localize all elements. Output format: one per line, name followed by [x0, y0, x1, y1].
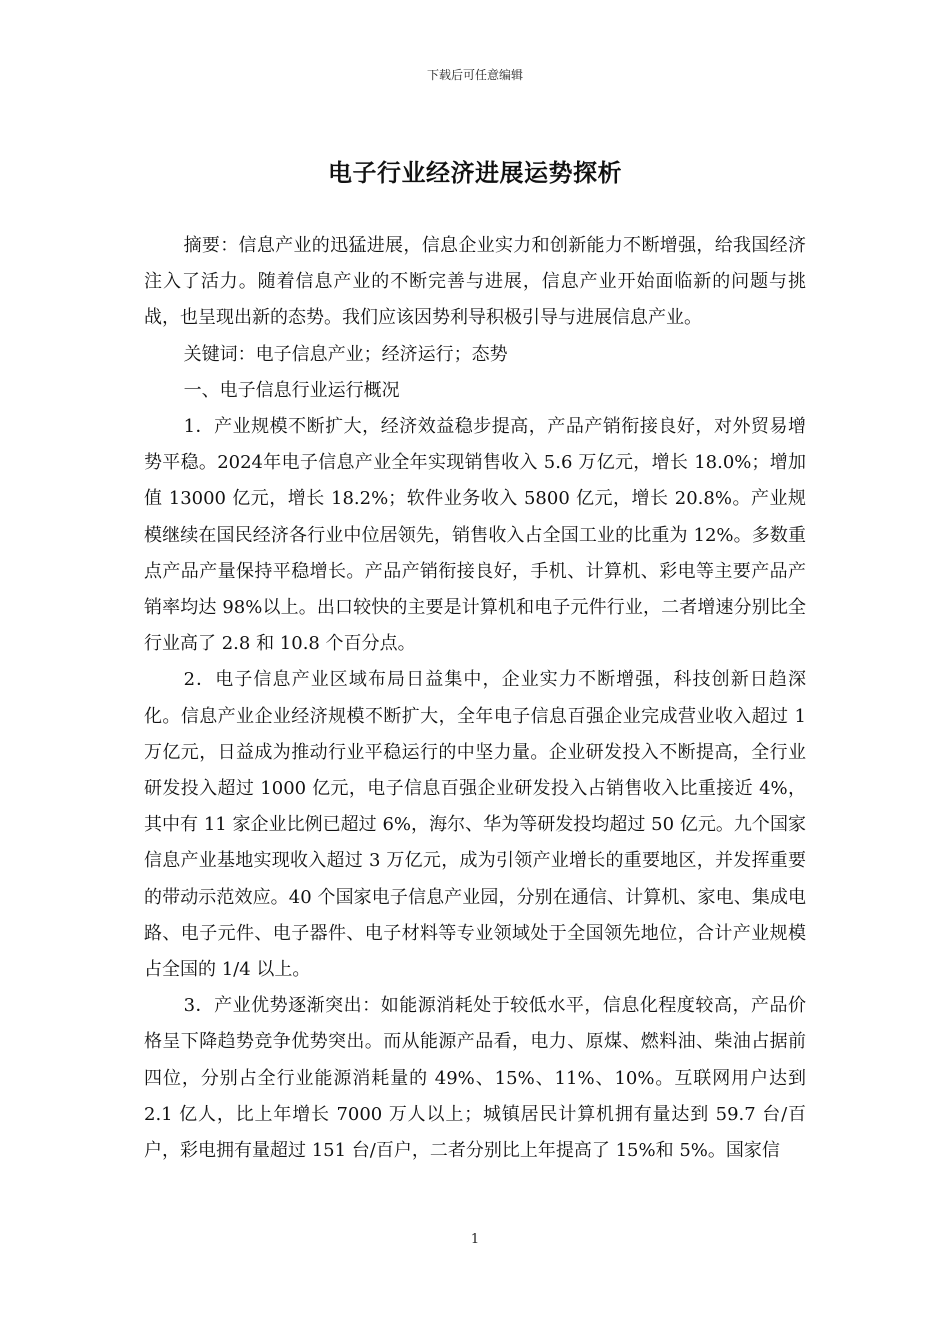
abstract-paragraph: 摘要：信息产业的迅猛进展，信息企业实力和创新能力不断增强，给我国经济注入了活力。随着信息产业的不断完善与进展，信息产业开始面临新的问题与挑战，也呈现出新的态势。我们应该因势利导积极引导与进展信息产业。: [144, 235, 806, 329]
body-paragraph: 3．产业优势逐渐突出：如能源消耗处于较低水平，信息化程度较高，产品价格呈下降趋势竞争优势突出。而从能源产品看，电力、原煤、燃料油、柴油占据前四位，分别占全行业能源消耗量的 49%、15%、11%、10%。互联网用户达到 2.1 亿人，比上年增长 7000 万人以上；城镇居民计算机拥有量达到 59.7 台/百户，彩电拥有量超过 151 台/百户，二者分别比上年提高了 15%和 5%。国家信: [144, 995, 806, 1162]
document-title: 电子行业经济进展运势探析: [328, 159, 622, 187]
section-heading: 一、电子信息行业运行概况: [183, 379, 400, 401]
page-number: 1: [470, 1232, 480, 1247]
body-paragraph: 1．产业规模不断扩大，经济效益稳步提高，产品产销衔接良好，对外贸易增势平稳。2024年电子信息产业全年实现销售收入 5.6 万亿元，增长 18.0%；增加值 13000 亿元，增长 18.2%；软件业务收入 5800 亿元，增长 20.8%。产业规模继续在国民经济各行业中位居领先，销售收入占全国工业的比重为 12%。多数重点产品产量保持平稳增长。产品产销衔接良好，手机、计算机、彩电等主要产品产销率均达 98%以上。出口较快的主要是计算机和电子元件行业，二者增速分别比全行业高了 2.8 和 10.8 个百分点。: [144, 416, 806, 655]
header-note: 下载后可任意编辑: [426, 68, 523, 82]
body-paragraph: 2．电子信息产业区域布局日益集中，企业实力不断增强，科技创新日趋深化。信息产业企业经济规模不断扩大，全年电子信息百强企业完成营业收入超过 1 万亿元，日益成为推动行业平稳运行的中坚力量。企业研发投入不断提高，全行业研发投入超过 1000 亿元，电子信息百强企业研发投入占销售收入比重接近 4%，其中有 11 家企业比例已超过 6%，海尔、华为等研发投均超过 50 亿元。九个国家信息产业基地实现收入超过 3 万亿元，成为引领产业增长的重要地区，并发挥重要的带动示范效应。40 个国家电子信息产业园，分别在通信、计算机、家电、集成电路、电子元件、电子器件、电子材料等专业领域处于全国领先地位，合计产业规模占全国的 1/4 以上。: [144, 669, 806, 981]
document-body: [144, 228, 806, 1169]
keywords-paragraph: 关键词：电子信息产业；经济运行；态势: [183, 343, 508, 365]
